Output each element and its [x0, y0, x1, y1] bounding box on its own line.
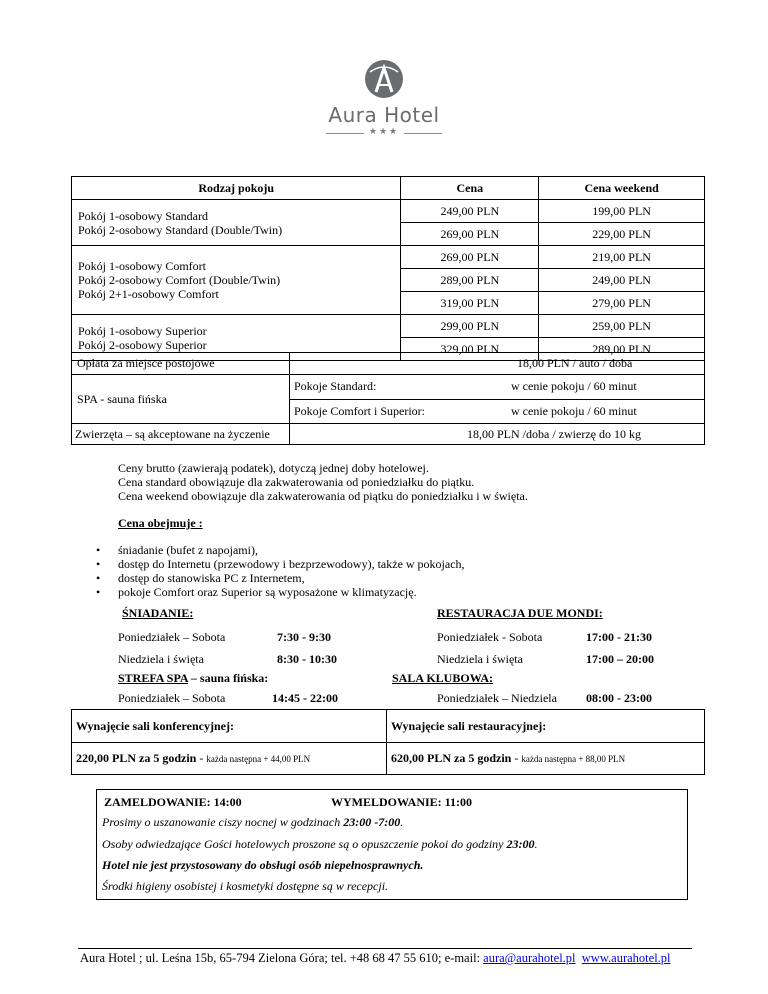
- spa-standard-value: w cenie pokoju / 60 minut: [511, 379, 637, 393]
- logo-divider-right: [404, 133, 442, 134]
- weekend-price-cell: 199,00 PLN: [539, 200, 705, 223]
- checkout-time: WYMELDOWANIE: 11:00: [331, 795, 473, 809]
- restaurant-time: 17:00 – 20:00: [586, 652, 654, 666]
- list-item: dostęp do stanowiska PC z Internetem,: [118, 571, 305, 585]
- spa-comfort-value: w cenie pokoju / 60 minut: [511, 404, 637, 418]
- room-name: Pokój 2-osobowy Standard (Double/Twin): [78, 222, 283, 237]
- spa-time: 14:45 - 22:00: [272, 691, 338, 705]
- room-name: Pokój 1-osobowy Standard: [78, 208, 208, 223]
- visitors-note: [102, 837, 538, 852]
- breakfast-time: 8:30 - 10:30: [277, 652, 337, 666]
- visitors-time: 23:00: [506, 837, 535, 851]
- visitors-text: Osoby odwiedzające Gości hotelowych proszone są o opuszczenie pokoi do godziny: [102, 837, 507, 851]
- weekend-price-cell: 289,00 PLN: [539, 338, 705, 361]
- conference-heading: Wynajęcie sali konferencyjnej:: [76, 719, 234, 733]
- accessibility-note: Hotel nie jest przystosowany do obsługi osób niepełnosprawnych.: [102, 858, 424, 872]
- conference-price: [76, 751, 310, 766]
- restaurant-time: 17:00 - 21:30: [586, 630, 652, 644]
- restaurant-heading: RESTAURACJA DUE MONDI:: [437, 606, 603, 620]
- restaurant-sep: -: [511, 751, 522, 765]
- room-name: Pokój 1-osobowy Comfort: [78, 259, 207, 273]
- restaurant-rental-heading: Wynajęcie sali restauracyjnej:: [391, 719, 547, 733]
- note-line: Ceny brutto (zawierają podatek), dotyczą jednej doby hotelowej.: [118, 461, 429, 475]
- spa-comfort-label: Pokoje Comfort i Superior:: [294, 404, 425, 418]
- parking-value: 18,00 PLN / auto / doba: [517, 356, 633, 370]
- conference-extra: każda następna + 44,00 PLN: [206, 754, 311, 764]
- table-row: [72, 200, 705, 223]
- includes-heading: Cena obejmuje :: [118, 516, 203, 530]
- logo-emblem: [300, 58, 468, 102]
- header-weekend-price: Cena weekend: [539, 177, 705, 200]
- pets-value: 18,00 PLN /doba / zwierzę do 10 kg: [467, 427, 641, 441]
- price-cell: 289,00 PLN: [401, 269, 539, 292]
- spa-label: SPA - sauna fińska: [77, 392, 167, 406]
- weekend-price-cell: 279,00 PLN: [539, 292, 705, 315]
- breakfast-days: Poniedziałek – Sobota: [118, 630, 226, 644]
- footer-address: Aura Hotel ; ul. Leśna 15b, 65-794 Zielona Góra; tel. +48 68 47 55 610; e-mail:: [80, 951, 484, 965]
- room-group-comfort: [72, 246, 401, 315]
- bullet-icon: •: [96, 543, 101, 557]
- club-time: 08:00 - 23:00: [586, 691, 652, 705]
- weekend-price-cell: 219,00 PLN: [539, 246, 705, 269]
- list-item: pokoje Comfort oraz Superior są wyposażone w klimatyzację.: [118, 585, 417, 599]
- pets-label: Zwierzęta – są akceptowane na życzenie: [75, 427, 270, 441]
- breakfast-days: Niedziela i święta: [118, 652, 204, 666]
- footer-divider: [78, 948, 692, 949]
- breakfast-time: 7:30 - 9:30: [277, 630, 331, 644]
- conference-price-value: 220,00 PLN za 5 godzin: [76, 751, 197, 765]
- parking-label: Opłata za miejsce postojowe: [77, 356, 215, 370]
- footer-email-link[interactable]: aura@aurahotel.pl: [483, 951, 576, 965]
- hygiene-note: Środki higieny osobistej i kosmetyki dostępne są w recepcji.: [102, 879, 389, 893]
- club-days: Poniedziałek – Niedziela: [437, 691, 557, 705]
- spa-zone-suffix: – sauna fińska:: [187, 671, 269, 685]
- restaurant-days: Niedziela i święta: [437, 652, 523, 666]
- bullet-icon: •: [96, 571, 101, 585]
- club-heading: SALA KLUBOWA:: [392, 671, 494, 685]
- bullet-icon: •: [96, 557, 101, 571]
- room-name: Pokój 1-osobowy Superior: [78, 323, 207, 338]
- extras-table: [71, 352, 705, 445]
- parking-value-cell: [289, 352, 705, 375]
- note-line: Cena weekend obowiązuje dla zakwaterowania od piątku do poniedziałku i w święta.: [118, 489, 528, 503]
- restaurant-extra: każda następna + 88,00 PLN: [521, 754, 626, 764]
- price-table: [71, 176, 705, 361]
- quiet-hours-note: [102, 815, 403, 830]
- logo-name: Aura Hotel: [328, 103, 440, 127]
- table-row: [72, 246, 705, 269]
- visitors-end: .: [534, 837, 538, 851]
- bullet-icon: •: [96, 585, 101, 599]
- list-item: dostęp do Internetu (przewodowy i bezprzewodowy), także w pokojach,: [118, 557, 465, 571]
- weekend-price-cell: 249,00 PLN: [539, 269, 705, 292]
- list-item: śniadanie (bufet z napojami),: [118, 543, 258, 557]
- room-name: Pokój 2+1-osobowy Comfort: [78, 287, 219, 301]
- price-cell: 319,00 PLN: [401, 292, 539, 315]
- footer-website-link[interactable]: www.aurahotel.pl: [581, 951, 671, 965]
- weekend-price-cell: 259,00 PLN: [539, 315, 705, 338]
- price-table-header: [72, 177, 705, 200]
- table-row: [72, 315, 705, 338]
- checkin-time: ZAMELDOWANIE: 14:00: [104, 795, 242, 809]
- header-room-type: Rodzaj pokoju: [72, 177, 401, 200]
- rental-table: [71, 709, 705, 775]
- room-name: Pokój 2-osobowy Superior: [78, 337, 207, 352]
- header-price: Cena: [401, 177, 539, 200]
- room-name: Pokój 2-osobowy Comfort (Double/Twin): [78, 273, 281, 287]
- restaurant-price: [391, 751, 625, 766]
- price-cell: 269,00 PLN: [401, 246, 539, 269]
- restaurant-days: Poniedziałek - Sobota: [437, 630, 543, 644]
- quiet-text: Prosimy o uszanowanie ciszy nocnej w godzinach: [102, 815, 344, 829]
- spa-hours-heading: [118, 671, 268, 686]
- price-cell: 249,00 PLN: [401, 200, 539, 223]
- weekend-price-cell: 229,00 PLN: [539, 223, 705, 246]
- hotel-logo: [300, 58, 468, 148]
- logo-stars: ★★★: [368, 126, 400, 136]
- breakfast-heading: ŚNIADANIE:: [122, 606, 194, 620]
- spa-standard-label: Pokoje Standard:: [294, 379, 377, 393]
- room-group-standard: [72, 200, 401, 246]
- quiet-hours: 23:00 -7:00: [343, 815, 401, 829]
- note-line: Cena standard obowiązuje dla zakwaterowania od poniedziałku do piątku.: [118, 475, 475, 489]
- spa-zone-label: STREFA SPA: [118, 671, 188, 685]
- price-cell: 299,00 PLN: [401, 315, 539, 338]
- restaurant-price-value: 620,00 PLN za 5 godzin: [391, 751, 512, 765]
- spa-days: Poniedziałek – Sobota: [118, 691, 226, 705]
- conference-sep: -: [196, 751, 207, 765]
- price-cell: 269,00 PLN: [401, 223, 539, 246]
- price-cell: 329,00 PLN: [401, 338, 539, 361]
- footer: [80, 951, 671, 966]
- quiet-end: .: [400, 815, 404, 829]
